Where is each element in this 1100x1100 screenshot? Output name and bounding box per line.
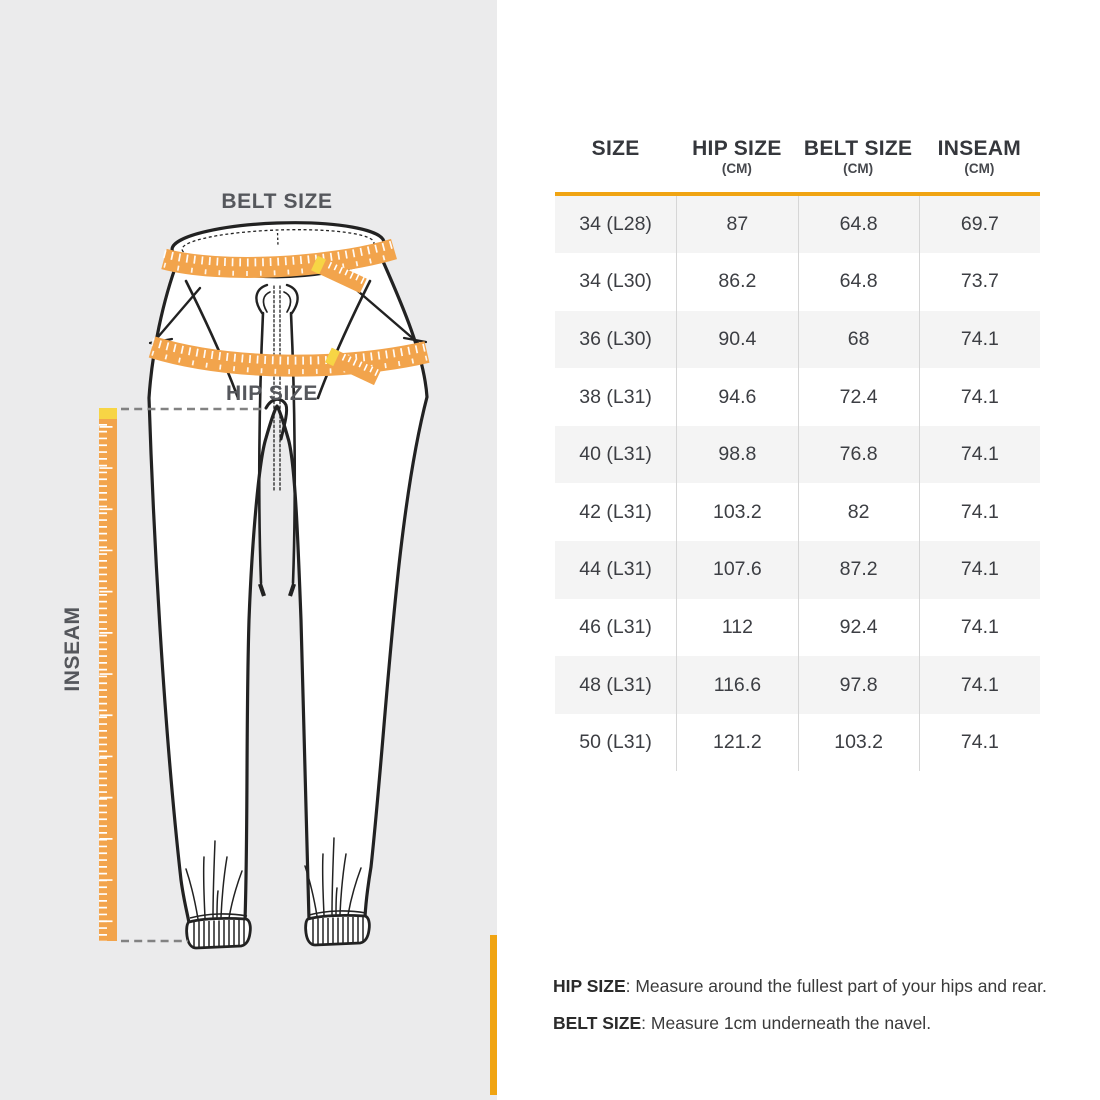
cell-hip: 116.6 (676, 656, 797, 714)
cell-inseam: 74.1 (919, 311, 1040, 369)
table-row (555, 714, 1040, 772)
cell-belt: 82 (798, 483, 919, 541)
cell-size: 44 (L31) (579, 558, 652, 581)
jogger-pants-illustration (0, 0, 497, 1100)
column-header-inseam: INSEAM (CM) (937, 137, 1022, 176)
cell-hip: 87 (676, 196, 797, 254)
cell-inseam: 74.1 (919, 541, 1040, 599)
cell-belt: 76.8 (798, 426, 919, 484)
cell-inseam: 74.1 (919, 714, 1040, 772)
table-row (555, 541, 1040, 599)
cell-size: 34 (L28) (579, 212, 652, 235)
cell-hip: 103.2 (676, 483, 797, 541)
cell-size: 50 (L31) (579, 731, 652, 754)
table-header (555, 138, 1040, 177)
table-row (555, 426, 1040, 484)
inseam-label: INSEAM (61, 606, 84, 692)
cell-hip: 98.8 (676, 426, 797, 484)
cell-belt: 103.2 (798, 714, 919, 772)
belt-size-label: BELT SIZE (221, 190, 333, 213)
table-row (555, 656, 1040, 714)
table-row (555, 253, 1040, 311)
cell-inseam: 69.7 (919, 196, 1040, 254)
cell-size: 40 (L31) (579, 443, 652, 466)
cell-hip: 112 (676, 599, 797, 657)
table-row (555, 368, 1040, 426)
hip-size-note (553, 968, 1047, 1005)
cell-hip: 94.6 (676, 368, 797, 426)
cell-inseam: 74.1 (919, 368, 1040, 426)
table-row (555, 599, 1040, 657)
inseam-ruler-icon (99, 408, 117, 941)
table-row (555, 483, 1040, 541)
cell-size: 48 (L31) (579, 673, 652, 696)
belt-size-note-label: BELT SIZE (553, 1013, 642, 1033)
cell-hip: 107.6 (676, 541, 797, 599)
cell-hip: 121.2 (676, 714, 797, 772)
cell-hip: 86.2 (676, 253, 797, 311)
size-table-panel (497, 0, 1100, 1100)
hip-size-label: HIP SIZE (226, 382, 318, 405)
accent-bar (490, 935, 497, 1095)
cell-belt: 68 (798, 311, 919, 369)
diagram-panel (0, 0, 497, 1100)
cell-belt: 87.2 (798, 541, 919, 599)
size-table (555, 138, 1040, 771)
column-header-size: SIZE (591, 137, 640, 160)
belt-size-note-text: : Measure 1cm underneath the navel. (641, 1013, 932, 1033)
cell-belt: 72.4 (798, 368, 919, 426)
cell-hip: 90.4 (676, 311, 797, 369)
cell-inseam: 74.1 (919, 483, 1040, 541)
hip-size-note-label: HIP SIZE (553, 976, 626, 996)
cell-inseam: 74.1 (919, 599, 1040, 657)
cell-belt: 92.4 (798, 599, 919, 657)
column-header-belt-size: BELT SIZE (CM) (803, 137, 913, 176)
cell-inseam: 74.1 (919, 426, 1040, 484)
cell-size: 38 (L31) (579, 385, 652, 408)
hip-size-note-text: : Measure around the fullest part of your hips and rear. (625, 976, 1047, 996)
cell-belt: 64.8 (798, 196, 919, 254)
table-body (555, 196, 1040, 772)
cell-inseam: 74.1 (919, 656, 1040, 714)
belt-size-note (553, 1005, 1047, 1042)
cell-size: 36 (L30) (579, 327, 652, 350)
cell-size: 46 (L31) (579, 615, 652, 638)
cell-size: 34 (L30) (579, 270, 652, 293)
measurement-notes (553, 968, 1047, 1042)
cell-size: 42 (L31) (579, 500, 652, 523)
table-row (555, 311, 1040, 369)
cell-belt: 97.8 (798, 656, 919, 714)
cell-inseam: 73.7 (919, 253, 1040, 311)
cell-belt: 64.8 (798, 253, 919, 311)
table-row (555, 196, 1040, 254)
column-header-hip-size: HIP SIZE (CM) (692, 137, 782, 176)
